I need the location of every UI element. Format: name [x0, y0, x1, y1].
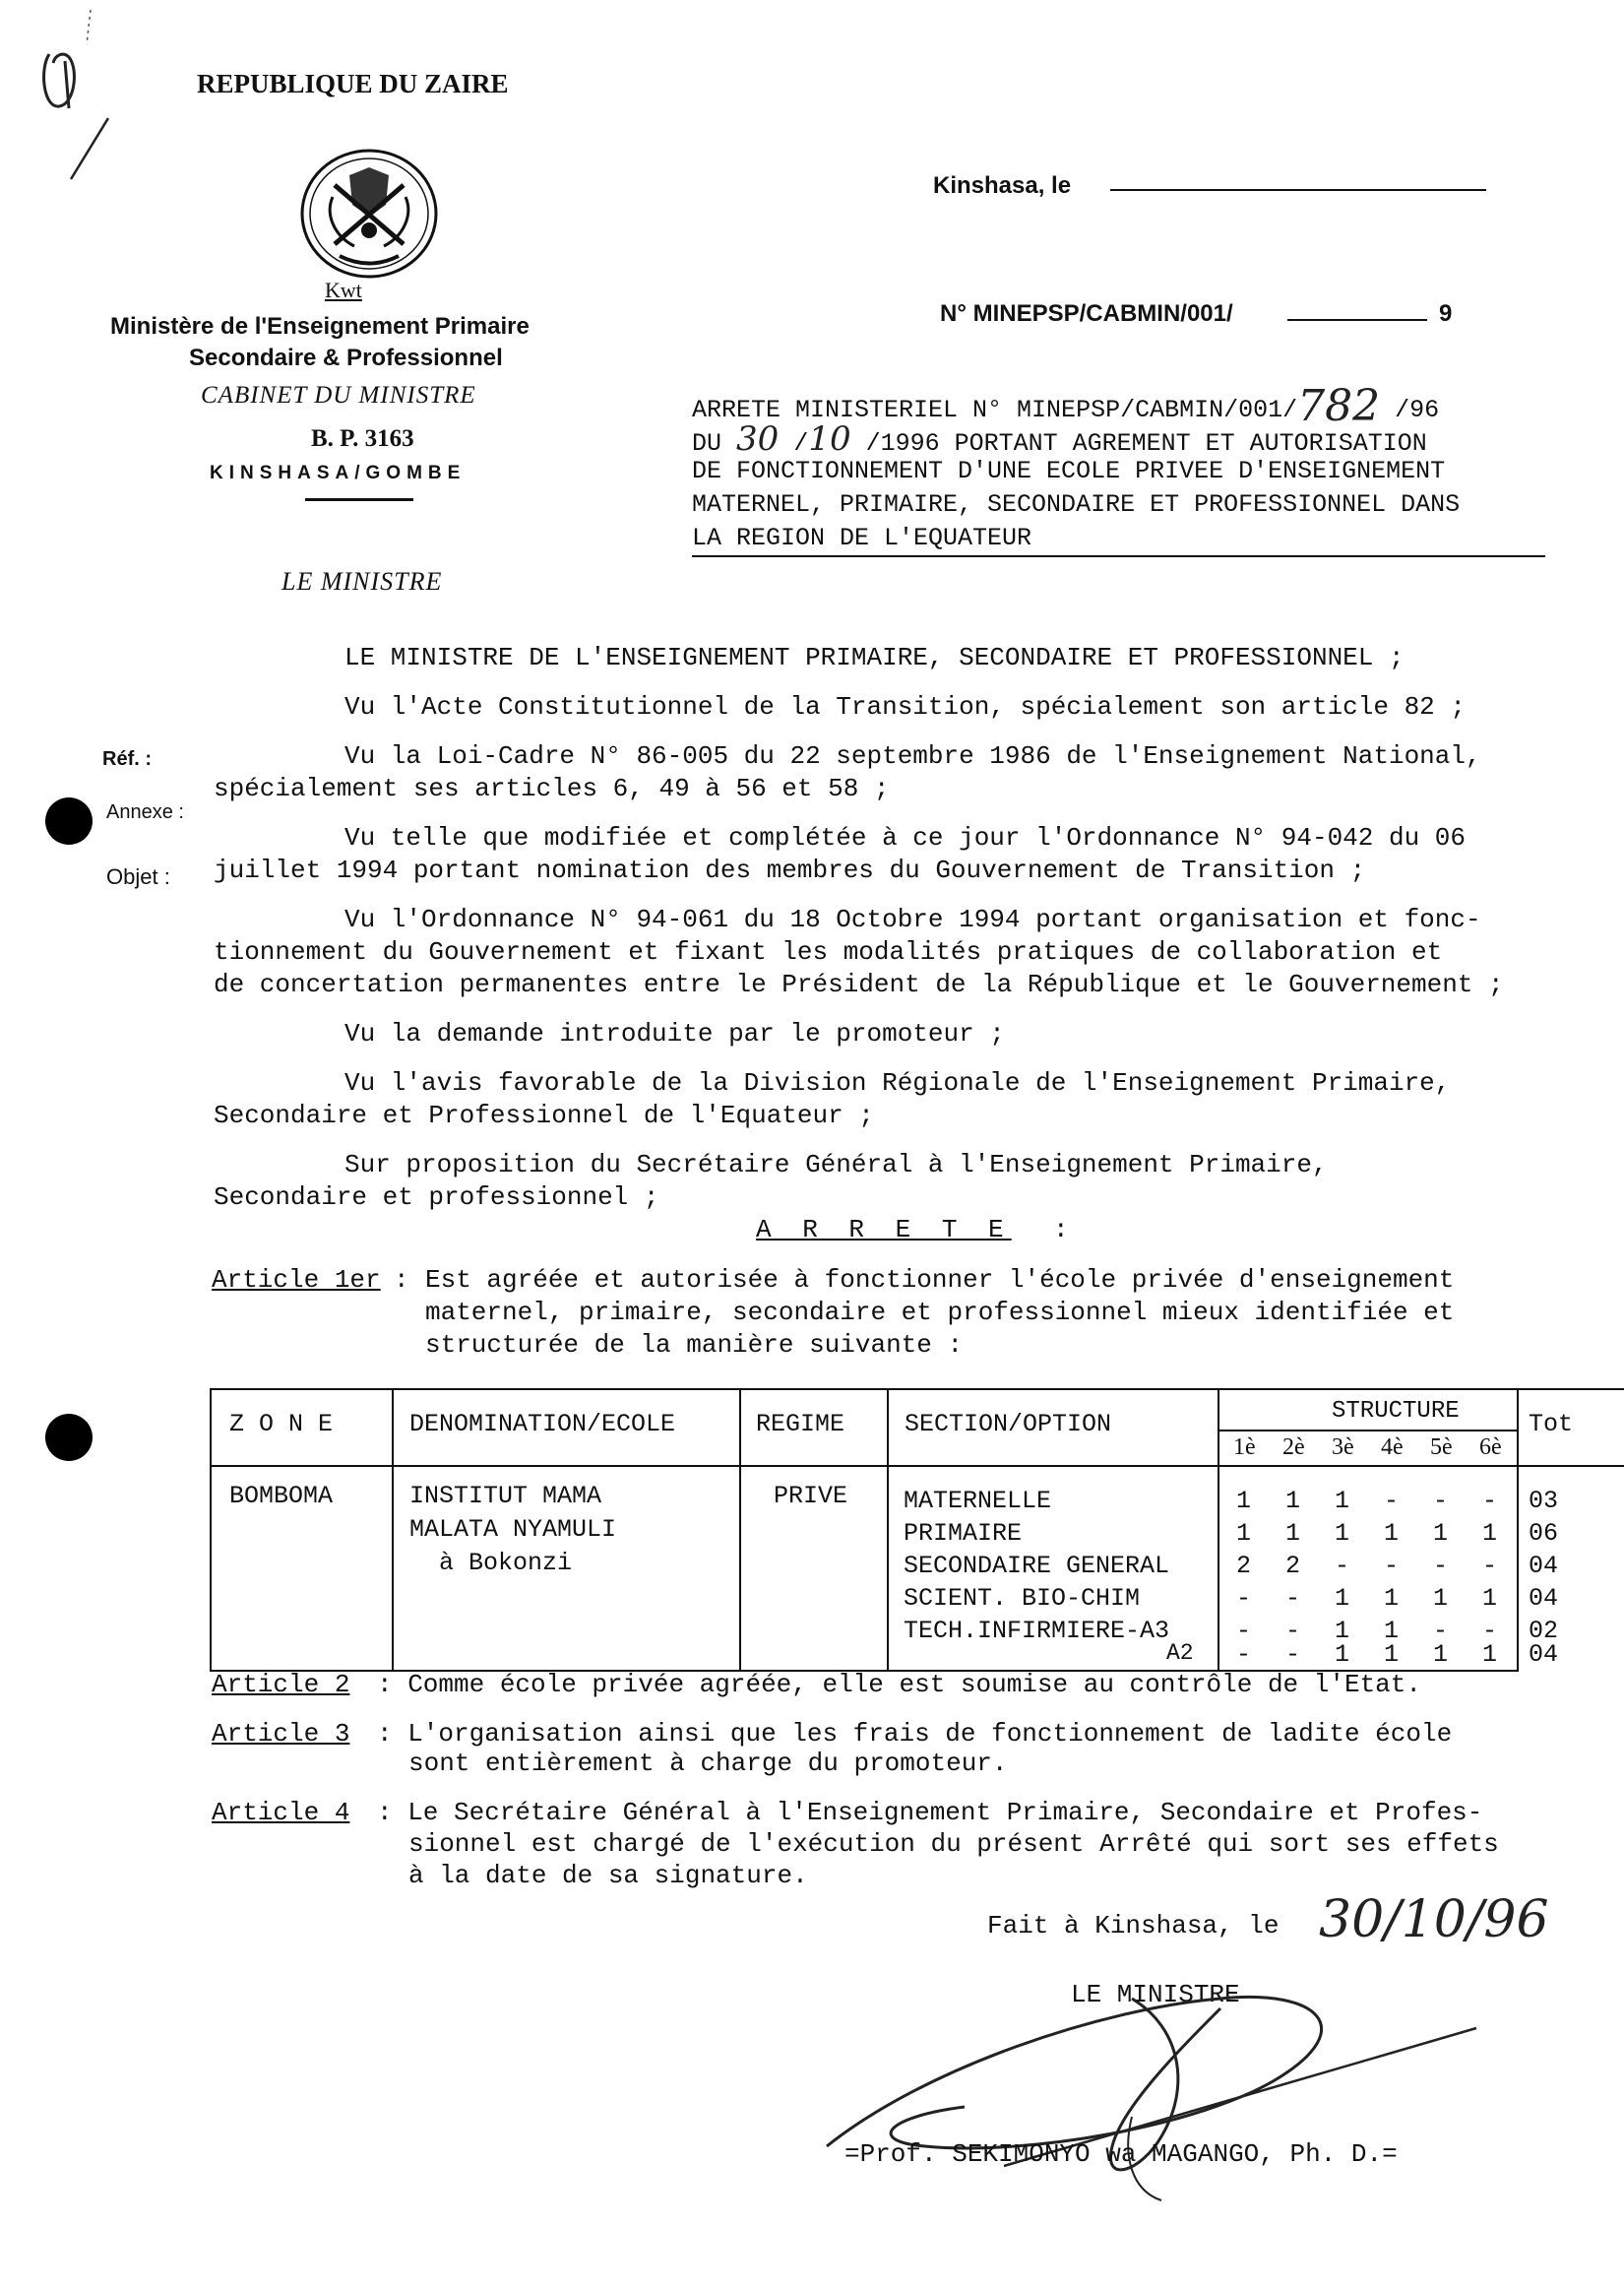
- row-3-cell-1: 2: [1236, 1552, 1252, 1580]
- row-5-tot: 02: [1529, 1617, 1559, 1645]
- cell-school-line-1: INSTITUT MAMA: [409, 1482, 602, 1510]
- row-2-cell-6: 1: [1482, 1519, 1498, 1548]
- arrete-heading-colon: :: [1053, 1215, 1069, 1244]
- article-1-label: Article 1er: [212, 1265, 381, 1295]
- reference-number: N° MINEPSP/CABMIN/001/: [940, 300, 1233, 327]
- header-tot: Tot: [1529, 1410, 1574, 1438]
- title-line-2-prefix: DU: [692, 429, 722, 458]
- signatory-name: =Prof. SEKIMONYO wa MAGANGO, Ph. D.=: [844, 2139, 1398, 2169]
- margin-pen-marks: [30, 0, 138, 187]
- preamble-vu-1: Vu l'Acte Constitutionnel de la Transition, spécialement son article 82 ;: [344, 692, 1466, 722]
- date-fill-line: [1110, 189, 1486, 191]
- row-4-cell-3: 1: [1335, 1584, 1350, 1613]
- row-5-cell-4: 1: [1384, 1617, 1400, 1645]
- row-6-cell-2: -: [1285, 1640, 1301, 1669]
- row-5-cell-6: -: [1482, 1617, 1498, 1645]
- preamble-vu-4a: Vu l'Ordonnance N° 94-061 du 18 Octobre 1994 portant organisation et fonc-: [344, 905, 1481, 934]
- city-underline: [305, 498, 413, 501]
- margin-ink-dot: [45, 797, 93, 845]
- header-year-1: 1è: [1233, 1434, 1256, 1460]
- table-col-divider-2: [739, 1388, 741, 1672]
- closing-place: Fait à Kinshasa, le: [987, 1911, 1280, 1940]
- title-line-1-prefix: ARRETE MINISTERIEL N° MINEPSP/CABMIN/001/: [692, 396, 1298, 424]
- ministry-line-2: Secondaire & Professionnel: [189, 345, 503, 371]
- margin-objet-label: Objet :: [106, 864, 170, 889]
- row-2-cell-3: 1: [1335, 1519, 1350, 1548]
- table-ink-dot: [45, 1414, 93, 1461]
- row-1-section: MATERNELLE: [904, 1487, 1052, 1515]
- handwritten-signature-date: 30/10/96: [1319, 1890, 1549, 1949]
- row-6-cell-6: 1: [1482, 1640, 1498, 1669]
- cell-school-line-2: MALATA NYAMULI: [409, 1515, 617, 1544]
- row-2-cell-1: 1: [1236, 1519, 1252, 1548]
- row-4-section: SCIENT. BIO-CHIM: [904, 1584, 1141, 1613]
- row-3-cell-2: 2: [1285, 1552, 1301, 1580]
- title-line-1-suffix: /96: [1395, 396, 1440, 424]
- row-2-tot: 06: [1529, 1519, 1559, 1548]
- article-1-line-1: Est agréée et autorisée à fonctionner l'école privée d'enseignement: [425, 1265, 1455, 1295]
- row-1-cell-6: -: [1482, 1487, 1498, 1515]
- table-left-border: [210, 1388, 212, 1672]
- city-name: KINSHASA/GOMBE: [210, 463, 467, 483]
- preamble-vu-6b: Secondaire et Professionnel de l'Equateur ;: [214, 1101, 874, 1130]
- row-5-cell-1: -: [1236, 1617, 1252, 1645]
- row-1-tot: 03: [1529, 1487, 1559, 1515]
- preamble-vu-6a: Vu l'avis favorable de la Division Régionale de l'Enseignement Primaire,: [344, 1068, 1451, 1098]
- title-line-1: [692, 381, 1440, 431]
- handwritten-month: 10: [808, 419, 851, 459]
- table-top-border: [210, 1388, 1624, 1390]
- row-2-cell-4: 1: [1384, 1519, 1400, 1548]
- article-4-line-1: : Le Secrétaire Général à l'Enseignement Primaire, Secondaire et Profes-: [377, 1798, 1483, 1827]
- row-3-tot: 04: [1529, 1552, 1559, 1580]
- article-4-label: Article 4: [212, 1798, 350, 1827]
- preamble-minister: LE MINISTRE DE L'ENSEIGNEMENT PRIMAIRE, SECONDAIRE ET PROFESSIONNEL ;: [344, 643, 1405, 672]
- row-6-cell-3: 1: [1335, 1640, 1350, 1669]
- preamble-vu-2a: Vu la Loi-Cadre N° 86-005 du 22 septembre 1986 de l'Enseignement National,: [344, 741, 1481, 771]
- row-3-cell-5: -: [1433, 1552, 1449, 1580]
- table-header-bottom-border: [210, 1465, 1624, 1467]
- header-section: SECTION/OPTION: [905, 1410, 1112, 1438]
- le-ministre-heading: LE MINISTRE: [281, 567, 443, 596]
- handwritten-day: 30: [736, 419, 780, 459]
- cell-regime: PRIVE: [774, 1482, 848, 1510]
- header-year-4: 4è: [1381, 1434, 1404, 1460]
- table-col-divider-3: [887, 1388, 889, 1672]
- row-4-tot: 04: [1529, 1584, 1559, 1613]
- header-year-2: 2è: [1282, 1434, 1305, 1460]
- row-1-cell-5: -: [1433, 1487, 1449, 1515]
- row-4-cell-4: 1: [1384, 1584, 1400, 1613]
- article-1-colon: :: [394, 1265, 409, 1295]
- article-1-line-2: maternel, primaire, secondaire et professionnel mieux identifiée et: [425, 1298, 1455, 1327]
- arrete-heading: A R R E T E: [756, 1215, 1012, 1244]
- row-2-cell-2: 1: [1285, 1519, 1301, 1548]
- structure-table: [210, 1388, 1624, 1672]
- preamble-vu-4c: de concertation permanentes entre le Président de la République et le Gouvernement ;: [214, 970, 1504, 999]
- title-line-3: DE FONCTIONNEMENT D'UNE ECOLE PRIVEE D'ENSEIGNEMENT: [692, 457, 1446, 485]
- title-line-4: MATERNEL, PRIMAIRE, SECONDAIRE ET PROFESSIONNEL DANS: [692, 490, 1461, 519]
- structure-subheader-line: [1218, 1430, 1519, 1431]
- table-col-divider-1: [392, 1388, 394, 1672]
- row-6-cell-5: 1: [1433, 1640, 1449, 1669]
- row-5-section: TECH.INFIRMIERE-A3: [904, 1617, 1170, 1645]
- header-structure: STRUCTURE: [1332, 1398, 1460, 1425]
- cabinet-title: CABINET DU MINISTRE: [201, 382, 476, 409]
- row-1-cell-2: 1: [1285, 1487, 1301, 1515]
- article-2-text: : Comme école privée agréée, elle est soumise au contrôle de l'Etat.: [377, 1670, 1421, 1699]
- row-4-cell-2: -: [1285, 1584, 1301, 1613]
- title-line-5: LA REGION DE L'EQUATEUR: [692, 524, 1032, 552]
- preamble-sur-a: Sur proposition du Secrétaire Général à l'Enseignement Primaire,: [344, 1150, 1328, 1179]
- row-3-cell-6: -: [1482, 1552, 1498, 1580]
- article-3-label: Article 3: [212, 1719, 350, 1749]
- preamble-vu-3b: juillet 1994 portant nomination des membres du Gouvernement de Transition ;: [214, 856, 1366, 885]
- article-3-line-1: : L'organisation ainsi que les frais de fonctionnement de ladite école: [377, 1719, 1453, 1749]
- row-6-cell-1: -: [1236, 1640, 1252, 1669]
- handwritten-decree-number: 782: [1297, 381, 1381, 431]
- header-year-6: 6è: [1479, 1434, 1502, 1460]
- header-year-5: 5è: [1430, 1434, 1453, 1460]
- preamble-vu-3a: Vu telle que modifiée et complétée à ce jour l'Ordonnance N° 94-042 du 06: [344, 823, 1466, 853]
- cell-zone: BOMBOMA: [229, 1482, 334, 1510]
- row-5-cell-3: 1: [1335, 1617, 1350, 1645]
- title-line-2: [692, 419, 1427, 460]
- row-5-cell-5: -: [1433, 1617, 1449, 1645]
- row-1-cell-1: 1: [1236, 1487, 1252, 1515]
- row-3-section: SECONDAIRE GENERAL: [904, 1552, 1170, 1580]
- header-regime: REGIME: [756, 1410, 845, 1438]
- ministry-line-1: Ministère de l'Enseignement Primaire: [110, 313, 530, 340]
- margin-annexe-label: Annexe :: [106, 801, 184, 823]
- country-name: REPUBLIQUE DU ZAIRE: [197, 69, 509, 98]
- row-1-cell-4: -: [1384, 1487, 1400, 1515]
- cell-school-line-3: à Bokonzi: [439, 1549, 573, 1577]
- row-6-section: A2: [1166, 1640, 1194, 1666]
- article-1-line-3: structurée de la manière suivante :: [425, 1330, 964, 1360]
- row-4-cell-5: 1: [1433, 1584, 1449, 1613]
- header-denomination: DENOMINATION/ECOLE: [409, 1410, 676, 1438]
- row-2-cell-5: 1: [1433, 1519, 1449, 1548]
- reference-fill-line: [1287, 319, 1427, 321]
- coat-of-arms-emblem: [295, 146, 443, 282]
- title-underline: [692, 555, 1545, 557]
- row-6-cell-4: 1: [1384, 1640, 1400, 1669]
- header-year-3: 3è: [1332, 1434, 1354, 1460]
- row-1-cell-3: 1: [1335, 1487, 1350, 1515]
- row-3-cell-3: -: [1335, 1552, 1350, 1580]
- article-3-line-2: sont entièrement à charge du promoteur.: [408, 1749, 1008, 1778]
- place-date-label: Kinshasa, le: [933, 172, 1072, 199]
- preamble-vu-5: Vu la demande introduite par le promoteur ;: [344, 1019, 1005, 1049]
- row-6-tot: 04: [1529, 1640, 1559, 1669]
- header-zone: Z O N E: [229, 1410, 334, 1438]
- row-4-cell-1: -: [1236, 1584, 1252, 1613]
- row-3-cell-4: -: [1384, 1552, 1400, 1580]
- row-2-section: PRIMAIRE: [904, 1519, 1023, 1548]
- preamble-vu-4b: tionnement du Gouvernement et fixant les modalités pratiques de collaboration et: [214, 937, 1443, 967]
- postal-box: B. P. 3163: [311, 425, 414, 452]
- seal-mark: Kwt: [325, 278, 362, 302]
- article-4-line-3: à la date de sa signature.: [408, 1861, 808, 1890]
- title-line-2-sep: /: [793, 429, 809, 458]
- reference-suffix: 9: [1439, 300, 1453, 327]
- title-line-2-suffix: /1996 PORTANT AGREMENT ET AUTORISATION: [865, 429, 1427, 458]
- margin-ref-label: Réf. :: [102, 748, 152, 770]
- closing-minister-title: LE MINISTRE: [1071, 1980, 1240, 2009]
- row-5-cell-2: -: [1285, 1617, 1301, 1645]
- preamble-sur-b: Secondaire et professionnel ;: [214, 1182, 659, 1212]
- row-4-cell-6: 1: [1482, 1584, 1498, 1613]
- preamble-vu-2b: spécialement ses articles 6, 49 à 56 et 58 ;: [214, 774, 890, 803]
- article-2-label: Article 2: [212, 1670, 350, 1699]
- article-4-line-2: sionnel est chargé de l'exécution du présent Arrêté qui sort ses effets: [408, 1829, 1499, 1859]
